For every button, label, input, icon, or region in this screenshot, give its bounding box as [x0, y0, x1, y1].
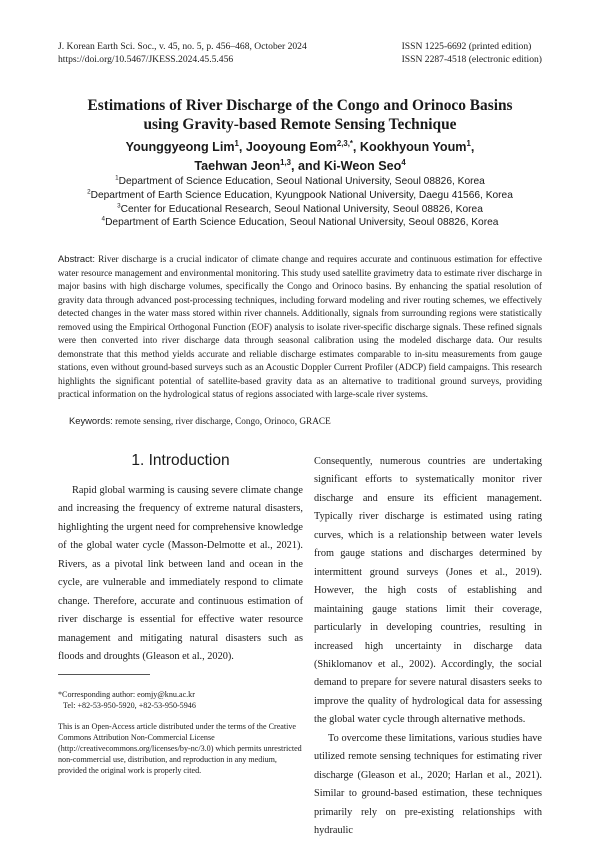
affiliation-item [58, 189, 542, 203]
left-column [58, 450, 303, 785]
affiliation-number: 1 [115, 174, 119, 182]
affiliation-text: Department of Earth Science Education, Kyungpook National University, Daegu 41566, Korea [90, 189, 513, 201]
journal-citation [58, 41, 307, 66]
keywords-text: remote sensing, river discharge, Congo, Orinoco, GRACE [115, 417, 331, 427]
affiliation-item [58, 216, 542, 230]
author-separator: , [470, 140, 475, 154]
affiliation-number: 3 [117, 202, 121, 210]
affiliation-text: Center for Educational Research, Seoul National University, Seoul 08826, Korea [120, 203, 483, 215]
author-name: Younggyeong Lim [125, 140, 235, 154]
author-affil-sup: 2,3,* [336, 138, 353, 148]
issn-print: ISSN 1225-6692 (printed edition) [401, 41, 532, 52]
affiliation-text: Department of Science Education, Seoul National University, Seoul 08826, Korea [118, 176, 485, 187]
author-name: Kookhyoun Youm [359, 140, 467, 154]
corresponding-author: *Corresponding author: eomjy@knu.ac.kr [58, 689, 195, 699]
author-name: Jooyoung Eom [245, 140, 337, 154]
author-affil-sup: 4 [401, 157, 406, 167]
keywords [69, 414, 542, 429]
author-line-2 [58, 157, 542, 176]
right-column [314, 453, 542, 841]
affiliation-list [58, 175, 542, 230]
abstract-text: River discharge is a crucial indicator of climate change and requires accurate and continuous estimation for effective water resource management and environmental monitoring. This study used satellite gravimetry data to estimate river discharge in major basins with high discharge volumes, specifically the Congo and Orinoco basins. By enhancing the spatial resolution of gravity data through advanced post-processing techniques, including forward modeling and river routing schemes, we effectively detected changes in the water mass stored within river channels. Additionally, signals from surrounding regions were statistically removed using the Empirical Orthogonal Function (EOF) analysis to isolate river-specific discharge signals. These refined signals were then converted into river discharge data through seasonal calibration using the modeled discharge data. Our results demonstrate that this method yields accurate and reliable discharge estimates comparable to in-situ measurements from gauge stations, even without ground-based surveys such as an Acoustic Doppler Current Profiler (ADCP) field campaigns. This research highlights the significant potential of satellite-based gravity data as an alternative to traditional ground surveys, providing practical information on the hydrological status of regions associated with large-scale river systems. [58, 255, 542, 400]
doi-link[interactable]: https://doi.org/10.5467/JKESS.2024.45.5.456 [58, 53, 234, 65]
author-separator: , and [291, 158, 324, 173]
paper-title [58, 96, 542, 134]
author-name: Ki-Weon Seo [323, 158, 402, 173]
affiliation-text: Department of Earth Science Education, Seoul National University, Seoul 08826, Korea [105, 217, 499, 229]
abstract [58, 252, 542, 403]
author-telephone: Tel: +82-53-950-5920, +82-53-950-5946 [63, 700, 196, 710]
intro-paragraph-right-1: Consequently, numerous countries are undertaking significant efforts to systematically monitor river discharge and ensure its efficient management. Typically river discharge is estimated using rating curves, which is a relationship between water levels from gauge stations and discharges determined by intermittent ground surveys (Jones et al., 2019). However, the high costs of establishing and maintaining gauge stations limit their coverage, particularly in developing countries, resulting in increased high uncertainty in discharge data (Shiklomanov et al., 2002). Accordingly, the social demand to prepare for severe natural disasters seeks to improve the quality of hydrological data for assessing the global water cycle through alternative methods. [314, 456, 542, 726]
section-heading-introduction: 1. Introduction [131, 452, 230, 469]
journal-line: J. Korean Earth Sci. Soc., v. 45, no. 5, p. 456–468, October 2024 [58, 41, 307, 52]
affiliation-item [58, 203, 542, 217]
title-line-2: using Gravity-based Remote Sensing Technique [143, 116, 457, 133]
title-line-1: Estimations of River Discharge of the Congo and Orinoco Basins [87, 97, 513, 114]
issn-electronic: ISSN 2287-4518 (electronic edition) [401, 53, 542, 65]
issn-block [402, 41, 542, 66]
author-affil-sup: 1 [234, 138, 239, 148]
author-affil-sup: 1 [466, 138, 471, 148]
abstract-label: Abstract: [58, 253, 95, 264]
license-note: This is an Open-Access article distributed under the terms of the Creative Commons Attribution Non-Commercial License (http://creativecommons.org/licenses/by-nc/3.0) which permits unrestricted non-commercial use, distribution, and reproduction in any medium, provided the original work is properly cited. [58, 721, 302, 776]
author-line-1 [58, 138, 542, 157]
author-list [58, 138, 542, 175]
author-name: Taehwan Jeon [194, 158, 281, 173]
keywords-label: Keywords: [69, 415, 113, 426]
author-separator: , [352, 140, 360, 154]
author-affil-sup: 1,3 [280, 157, 291, 167]
affiliation-item [58, 175, 542, 189]
journal-header [58, 41, 542, 66]
footnote-divider [58, 674, 150, 675]
intro-paragraph-right-2: To overcome these limitations, various studies have utilized remote sensing techniques for estimating river discharge (Gleason et al., 2020; Harlan et al., 2021). Similar to ground-based estimation, these techniques primarily rely on pre-existing relationships with hydraulic [314, 732, 542, 837]
intro-paragraph-left: Rapid global warming is causing severe climate change and increasing the frequency of extreme natural disasters, highlighting the urgent need for comprehensive knowledge of the global water cycle (Masson-Delmotte et al., 2021). Rivers, as a pivotal link between land and ocean in the cycle, are vulnerable and immediately respond to climate change. Therefore, accurate and continuous estimation of river discharge is essential for effective water resource management and mitigating natural disasters such as floods and droughts (Gleason et al., 2020). [58, 485, 303, 663]
affiliation-number: 4 [101, 216, 106, 223]
affiliation-number: 2 [87, 188, 91, 196]
author-separator: , [238, 140, 246, 154]
